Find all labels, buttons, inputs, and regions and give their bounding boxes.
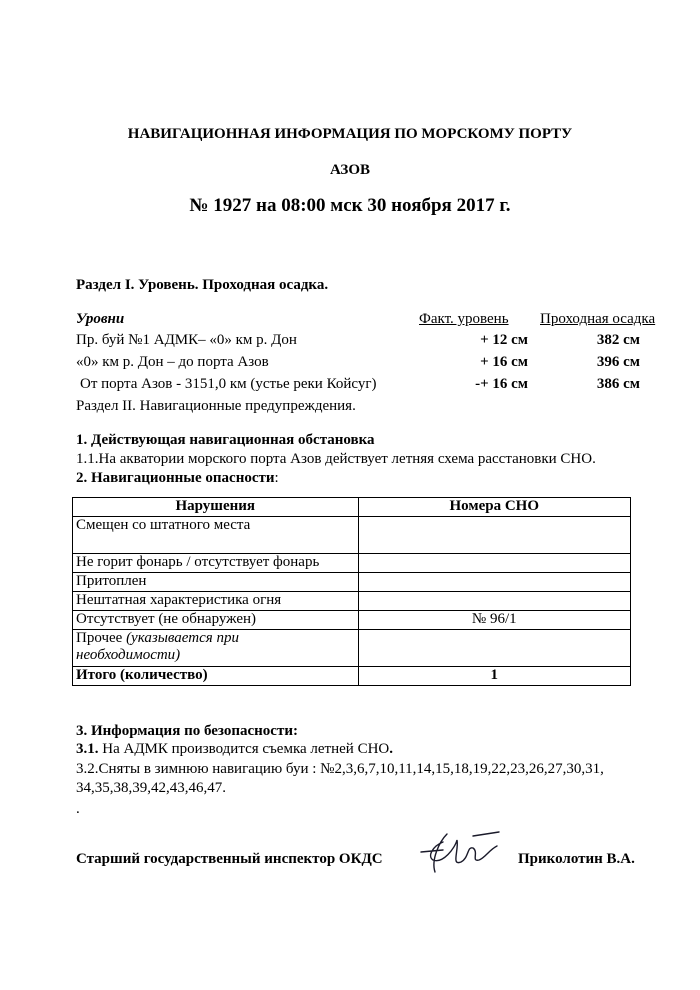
- table-row: [73, 554, 631, 573]
- issue-line: № 1927 на 08:00 мск 30 ноября 2017 г.: [189, 195, 511, 216]
- port-name: АЗОВ: [329, 162, 371, 178]
- hazards-table: [72, 497, 631, 686]
- level-row-name: От порта Азов - 3151,0 км (устье реки Койсуг): [80, 376, 377, 392]
- draft-header: Проходная осадка: [540, 311, 656, 327]
- hazards-heading-text: 2. Навигационные опасности: [76, 470, 275, 486]
- level-row-value: + 16 см: [480, 354, 528, 370]
- violation-label: Не горит фонарь / отсутствует фонарь: [73, 554, 359, 573]
- safety-item-31-text: На АДМК производится съемка летней СНО: [98, 741, 390, 757]
- safety-item-32: 3.2.Сняты в зимнюю навигацию буи : №2,3,6,7,10,11,14,15,18,19,22,23,26,27,30,31,: [76, 761, 604, 777]
- safety-item-31-dot: .: [389, 741, 393, 757]
- current-situation-text: 1.1.На акватории морского порта Азов действует летняя схема расстановки СНО.: [76, 451, 596, 467]
- violation-value: [358, 592, 630, 611]
- table-row: [73, 611, 631, 630]
- total-value: 1: [358, 667, 630, 686]
- violation-value: [358, 554, 630, 573]
- section1-heading: Раздел I. Уровень. Проходная осадка.: [76, 277, 329, 293]
- inspector-title: Старший государственный инспектор ОКДС: [76, 851, 383, 867]
- level-row-name: «0» км р. Дон – до порта Азов: [76, 354, 269, 370]
- level-row-draft: 396 см: [596, 354, 640, 370]
- level-row-value: -+ 16 см: [475, 376, 528, 392]
- total-label: Итого (количество): [73, 667, 359, 686]
- hazards-heading: [76, 470, 279, 487]
- level-row-draft: 382 см: [596, 332, 640, 348]
- table-row: [73, 573, 631, 592]
- safety-item-31-num: 3.1.: [76, 741, 99, 757]
- violation-label: Смещен со штатного места: [73, 517, 359, 554]
- table-header-row: [73, 498, 631, 517]
- total-row: [73, 667, 631, 686]
- violation-value: № 96/1: [358, 611, 630, 630]
- violation-label: Нештатная характеристика огня: [73, 592, 359, 611]
- levels-header: Уровни: [76, 311, 125, 327]
- violations-column-header: Нарушения: [73, 498, 359, 517]
- table-row: [73, 517, 631, 554]
- current-situation-heading: 1. Действующая навигационная обстановка: [76, 432, 375, 448]
- page-title: НАВИГАЦИОННАЯ ИНФОРМАЦИЯ ПО МОРСКОМУ ПОРТУ: [127, 126, 573, 142]
- table-row: [73, 630, 631, 667]
- safety-heading: 3. Информация по безопасности:: [76, 723, 298, 739]
- section2-heading: Раздел II. Навигационные предупреждения.: [76, 398, 356, 414]
- other-cell: [73, 630, 359, 667]
- violation-label: Отсутствует (не обнаружен): [73, 611, 359, 630]
- level-row-draft: 386 см: [596, 376, 640, 392]
- other-label: Прочее: [76, 630, 127, 646]
- hazards-heading-colon: :: [274, 470, 279, 486]
- violation-label: Притоплен: [73, 573, 359, 592]
- violation-value: [358, 517, 630, 554]
- fact-level-header: Факт. уровень: [419, 311, 509, 327]
- safety-item-31: [76, 741, 393, 758]
- other-note-cont: необходимости): [76, 647, 181, 663]
- other-value: [358, 630, 630, 667]
- handwritten-signature: [413, 822, 513, 882]
- level-row-name: Пр. буй №1 АДМК– «0» км р. Дон: [76, 332, 297, 348]
- violation-value: [358, 573, 630, 592]
- safety-item-32-cont: 34,35,38,39,42,43,46,47.: [76, 780, 226, 796]
- other-note: (указывается при: [126, 630, 239, 646]
- trailing-dot: .: [76, 801, 80, 817]
- level-row-value: + 12 см: [480, 332, 528, 348]
- inspector-name: Приколотин В.А.: [518, 851, 635, 867]
- numbers-column-header: Номера СНО: [358, 498, 630, 517]
- table-row: [73, 592, 631, 611]
